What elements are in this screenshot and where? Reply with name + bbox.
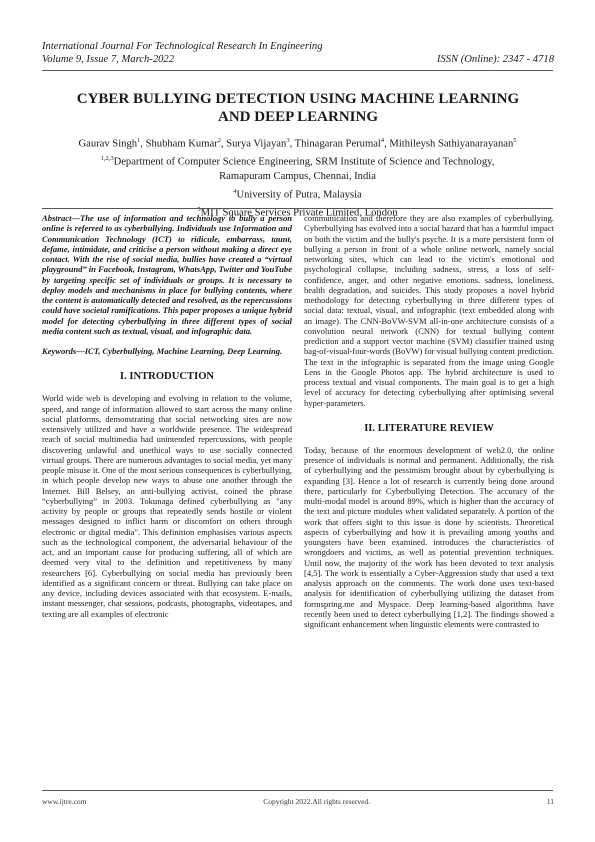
header-divider	[42, 70, 553, 71]
footer-website: www.ijtre.com	[42, 797, 87, 806]
affiliation-2	[30, 185, 565, 203]
footer-divider	[42, 790, 553, 791]
affiliation-sup: 1,2,3	[100, 155, 114, 163]
affiliation-text: Department of Computer Science Engineering, SRM Institute of Science and Technology,	[113, 156, 495, 168]
left-column	[42, 213, 292, 619]
journal-header	[42, 40, 554, 66]
title-line-1: CYBER BULLYING DETECTION USING MACHINE LEARNING	[76, 91, 520, 107]
introduction-text: World wide web is developing and evolving in relation to the volume, speed, and range of information allowed to start across the many online social platforms, demonstrating that social networking sites are now extensively utilized and have a worldwide presence. The widespread reach of social multimedia had unintended repercussions, with people discovering unlawful and unethical ways to use socially connected virtual groups. There are numerous advantages to social media, yet many people misuse it. One of the most serious consequences is cyberbullying, in which people develop new ways to abuse one another through the Internet. Bill Belsey, an anti-bullying activist, coined the phrase “cyberbullying” in 2003. Tokunaga defined cyberbullying as "any activity by people or groups that repeatedly sends hostile or violent messages designed to inflict harm or discomfort on others through electronic or digital media". This definition emphasises various aspects such as the technological component, the adversarial behaviour of the act, and an important cause for producing suffering, all of which are deemed very vital to the definition and repetitiveness by many researchers [6]. Cyberbullying on social media has previously been identified as a significant concern or threat. Bullying can take place on any device, including devices associated with that ecosystem. E-mails, instant messenger, chat sessions, podcasts, photographs, videotapes, and texting are all examples of electronic	[42, 393, 292, 619]
author-sup: 2	[217, 137, 221, 144]
author-name: , Shubham Kumar	[140, 138, 218, 150]
section-heading-literature-review: II. LITERATURE REVIEW	[364, 422, 494, 434]
affiliation-1-cont: Ramapuram Campus, Chennai, India	[219, 171, 376, 183]
page-footer	[42, 797, 554, 806]
author-name: , Surya Vijayan	[220, 138, 287, 150]
author-name: , Mithileysh Sathiyanarayanan	[384, 138, 514, 150]
literature-review-text: Today, because of the enormous development of web2.0, the online presence of individuals is normal and permanent. Additionally, the risk of cyberbullying and the pessimism brought about by cyberbullying is expanding [3]. Hence a lot of research is currently being done around there, particularly for Cyberbullying Detection. The accuracy of the multi-modal model is around 89%, which is higher than the accuracy of the text and picture modules when validated separately. A portion of the work that offers sight to this issue is done by scientists. Theoretical aspects of cyberbullying and how it is prevailing among youths and youngsters have been examined. introduces the characteristics of wrongdoers and victims, as well as potential prevention techniques. Until now, the majority of the work has been devoted to text analysis [4,5]. The work is essentially a Cyber-Aggression study that used a text analysis approach on the comments. The work done uses text-based analysis for identification of cyberbullying utilizing the dataset from formspring.me and Myspace. Deep learning-based algorithms have recently been used to detect cyberbullying [1,2]. The findings showed a significant enhancement when linguistic elements were contrasted to	[304, 444, 554, 629]
author-sup: 5	[513, 137, 517, 144]
right-column	[304, 213, 554, 629]
author-list	[30, 134, 565, 152]
abstract: Abstract—The use of information and technology to bully a person online is referred to as cyberbullying. Individuals use Information and Communication Technology (ICT) to ridicule, embarrass, taunt, defame, intimidate, and criticise a person without making a direct eye contact. With the rise of social media, bullies have created a “virtual playground” in Facebook, Instagram, WhatsApp, Twitter and YouTube by targeting specific set of individuals or groups. It is necessary to deploy models and mechanisms in place for bullying contents, where the content is automatically detected and resolved, as the repercussions could have societal ramifications. This paper proposes a unique hybrid model for detecting cyberbullying in three different types of social media content such as textual, visual, and infographic data.	[42, 213, 292, 336]
keywords: Keywords—ICT, Cyberbullying, Machine Learning, Deep Learning.	[42, 346, 283, 356]
section-heading-introduction: I. INTRODUCTION	[119, 371, 215, 383]
footer-copyright: Copyright 2022.All rights reserved.	[263, 797, 371, 806]
author-sup: 1	[137, 137, 141, 144]
affiliation-sup: 4	[233, 187, 237, 195]
title-line-2: AND DEEP LEARNING	[217, 109, 379, 125]
affiliation-text: University of Putra, Malaysia	[236, 189, 362, 201]
affiliation-text: MIT Square Services Private Limited, London	[200, 207, 398, 219]
affiliation-1	[30, 152, 565, 170]
introduction-continued: communication and therefore they are also examples of cyberbullying. Cyberbullying has evolved into a social hazard that has a harmful impact on both the victim and the bully's psyche. It is a more persistent form of bullying a person in front of a whole online network, namely social networking sites, which can lead to the victim's emotional and psychological collapse, including sadness, stress, a loss of self-confidence, anger, and other negative emotions. sadness, loneliness, health degradation, and suicides. This study proposes a novel hybrid methodology for detecting cyberbullying in three different types of social data: textual, visual, and infographic (text embedded along with an image). The CNN-BoVW-SVM all-in-one architecture consists of a convolution neural network (CNN) for textual bullying content prediction and a support vector machine (SVM) classifier trained using bag-of-visual-four-words (BoVW) for visual bullying content prediction. The text in the infographic is separated from the image using Google Lens in the Google Photos app. The hybrid architecture is used to process textual and visual components. The main goal is to get a high level of accuracy for detecting cyberbullying after optimising several hyper-parameters.	[304, 213, 554, 408]
paper-title	[42, 90, 554, 126]
author-sup: 4	[380, 137, 385, 144]
journal-volume: Volume 9, Issue 7, March-2022	[42, 54, 175, 65]
author-name: , Thinagaran Perumal	[289, 138, 381, 150]
body-divider	[42, 208, 553, 209]
author-sup: 3	[286, 137, 290, 144]
affiliation-sup: 5	[197, 205, 201, 213]
journal-name: International Journal For Technological Research In Engineering	[42, 41, 323, 52]
page-number: 11	[546, 797, 554, 806]
author-name: Gaurav Singh	[78, 138, 138, 150]
journal-issn: ISSN (Online): 2347 - 4718	[436, 54, 554, 65]
